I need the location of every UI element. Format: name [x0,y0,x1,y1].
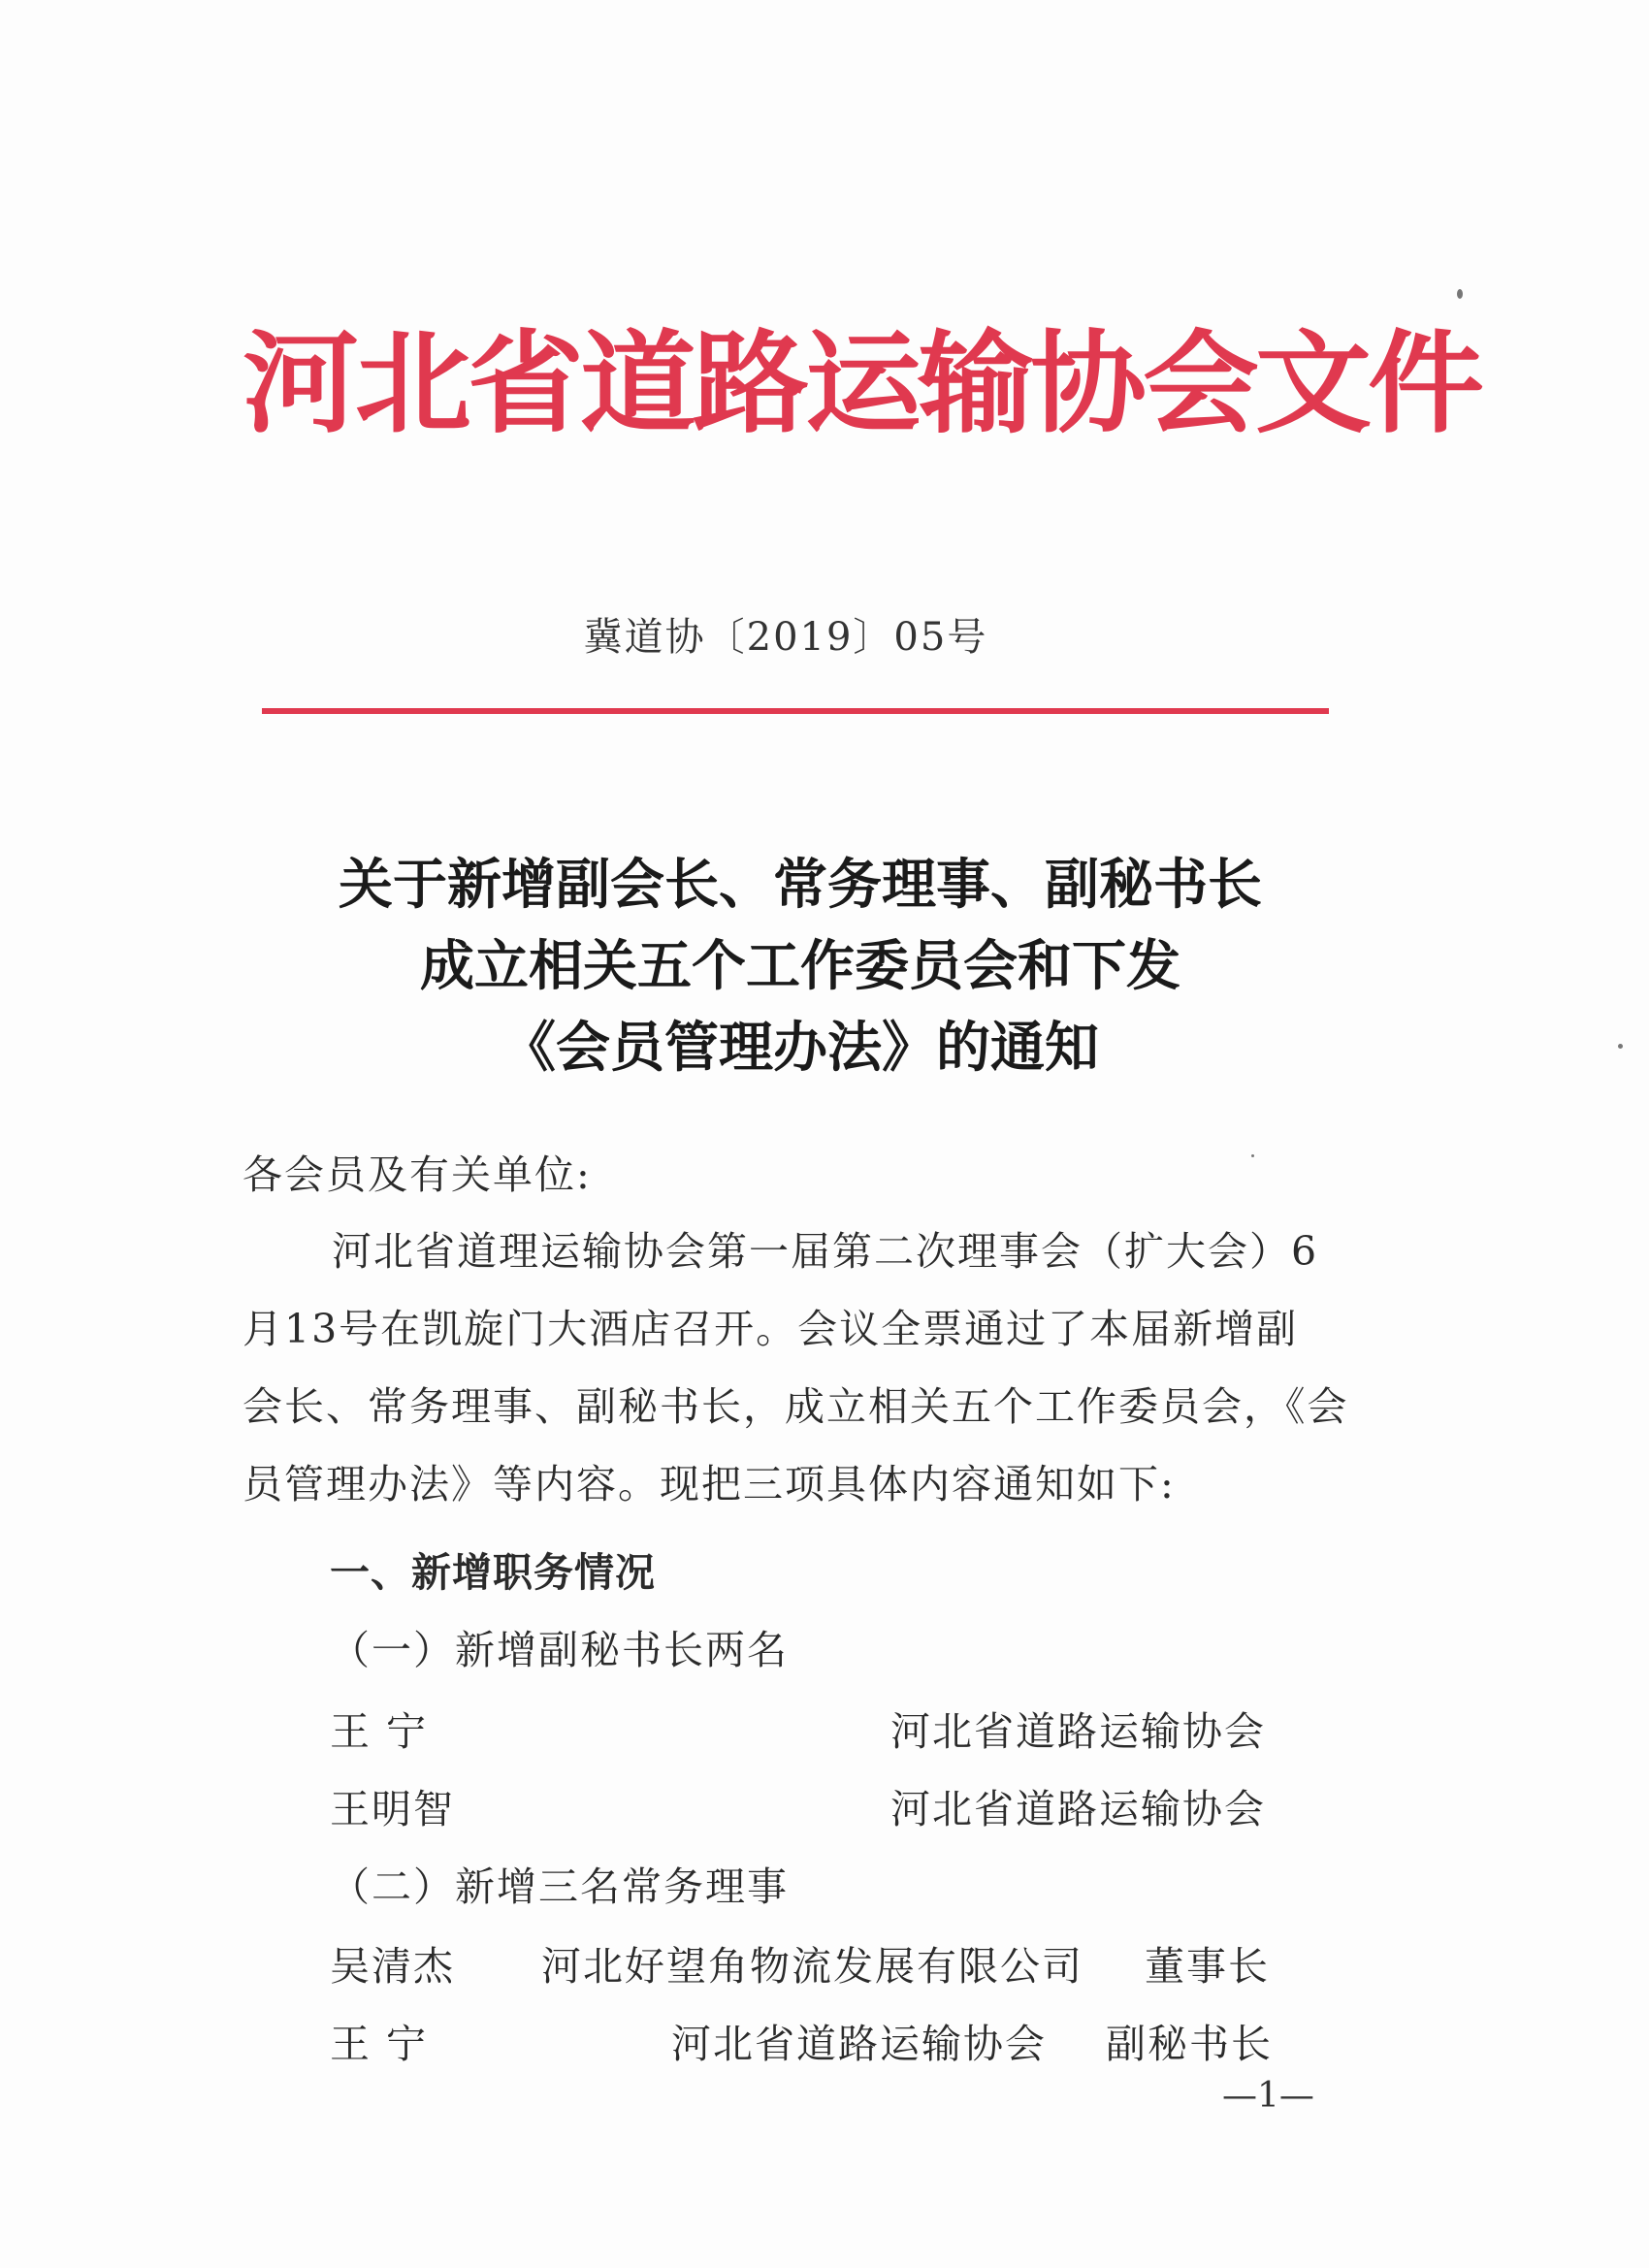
header-divider [262,708,1329,714]
notice-title [242,844,1358,1088]
subsection-heading: （一）新增副秘书长两名 [330,1627,789,1673]
notice-body-paragraph [242,1213,1368,1523]
member-name: 吴清杰 [330,1943,455,1990]
member-organization: 河北省道路运输协会 [890,1708,1266,1755]
notice-title-line: 《会员管理办法》的通知 [501,1016,1099,1080]
member-name: 王 宁 [330,2021,429,2067]
member-position: 副秘书长 [1106,2021,1273,2067]
document-number: 冀道协〔2019〕05号 [583,615,988,660]
section-heading: 一、新增职务情况 [330,1549,656,1596]
notice-title-line: 成立相关五个工作委员会和下发 [420,934,1180,998]
page-number: —1— [1222,2076,1314,2116]
body-line: 河北省道理运输协会第一届第二次理事会（扩大会）6 [332,1228,1319,1275]
notice-title-line: 关于新增副会长、常务理事、副秘书长 [339,853,1262,917]
document-header-title: 河北省道路运输协会文件 [242,318,1480,449]
scan-speck [1618,1044,1623,1049]
scan-speck [1457,289,1463,299]
scan-speck [1251,1154,1254,1157]
body-line: 月13号在凯旋门大酒店召开。会议全票通过了本届新增副 [242,1306,1299,1352]
subsection-heading: （二）新增三名常务理事 [330,1863,789,1910]
member-position: 董事长 [1145,1943,1270,1990]
salutation: 各会员及有关单位: [242,1151,592,1198]
member-organization: 河北省道路运输协会 [671,2021,1047,2067]
member-organization: 河北省道路运输协会 [890,1786,1266,1832]
member-name: 王明智 [330,1786,455,1832]
member-organization: 河北好望角物流发展有限公司 [541,1943,1083,1990]
body-line: 员管理办法》等内容。现把三项具体内容通知如下: [242,1461,1176,1507]
body-line: 会长、常务理事、副秘书长，成立相关五个工作委员会，《会 [242,1383,1349,1430]
member-name: 王 宁 [330,1708,429,1755]
